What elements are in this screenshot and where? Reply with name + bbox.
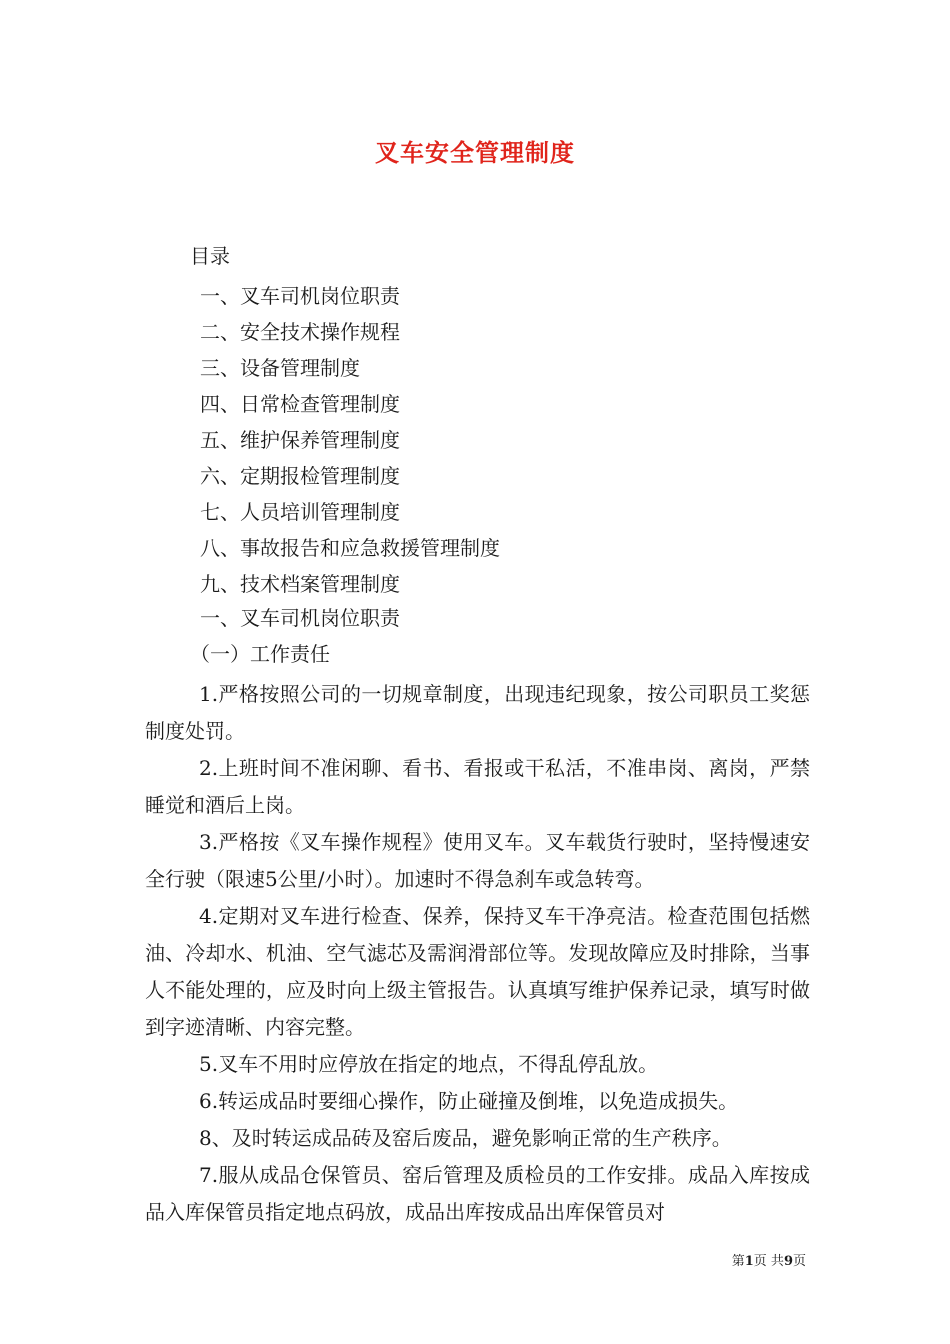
document-title: 叉车安全管理制度	[375, 138, 575, 167]
toc-item: 四、日常检查管理制度	[200, 392, 400, 416]
paragraph: 7.服从成品仓保管员、窑后管理及质检员的工作安排。成品入库按成品入库保管员指定地点码放，成品出库按成品出库保管员对	[145, 1163, 810, 1224]
paragraph: 1.严格按照公司的一切规章制度，出现违纪现象，按公司职员工奖惩制度处罚。	[145, 682, 810, 743]
toc-item: 一、叉车司机岗位职责	[200, 284, 400, 308]
footer-prefix: 第	[731, 1254, 745, 1269]
total-page-count: 9	[783, 1254, 793, 1269]
sub-heading: （一）工作责任	[190, 642, 330, 666]
paragraph: 3.严格按《叉车操作规程》使用叉车。叉车载货行驶时，坚持慢速安全行驶（限速5公里/小时）。加速时不得急刹车或急转弯。	[145, 830, 810, 891]
current-page-number: 1	[744, 1254, 754, 1269]
toc-item: 九、技术档案管理制度	[200, 572, 400, 596]
section-heading: 一、叉车司机岗位职责	[200, 606, 400, 630]
toc-item: 三、设备管理制度	[200, 356, 360, 380]
toc-item: 八、事故报告和应急救援管理制度	[200, 536, 500, 560]
paragraph: 4.定期对叉车进行检查、保养，保持叉车干净亮洁。检查范围包括燃油、冷却水、机油、空气滤芯及需润滑部位等。发现故障应及时排除，当事人不能处理的，应及时向上级主管报告。认真填写维护保养记录，填写时做到字迹清晰、内容完整。	[145, 904, 810, 1039]
toc-heading: 目录	[190, 244, 230, 268]
toc-item: 七、人员培训管理制度	[200, 500, 400, 524]
body-text	[145, 676, 810, 1231]
footer-suffix: 页	[792, 1254, 806, 1269]
footer-middle: 页 共	[753, 1254, 784, 1269]
toc-item: 六、定期报检管理制度	[200, 464, 400, 488]
table-of-contents	[200, 278, 500, 602]
page-footer	[732, 1250, 806, 1269]
paragraph: 2.上班时间不准闲聊、看书、看报或干私活，不准串岗、离岗，严禁睡觉和酒后上岗。	[145, 756, 810, 817]
paragraph: 6.转运成品时要细心操作，防止碰撞及倒堆，以免造成损失。	[199, 1089, 739, 1113]
paragraph: 8、及时转运成品砖及窑后废品，避免影响正常的生产秩序。	[199, 1126, 732, 1150]
paragraph: 5.叉车不用时应停放在指定的地点，不得乱停乱放。	[199, 1052, 659, 1076]
toc-item: 二、安全技术操作规程	[200, 320, 400, 344]
toc-item: 五、维护保养管理制度	[200, 428, 400, 452]
